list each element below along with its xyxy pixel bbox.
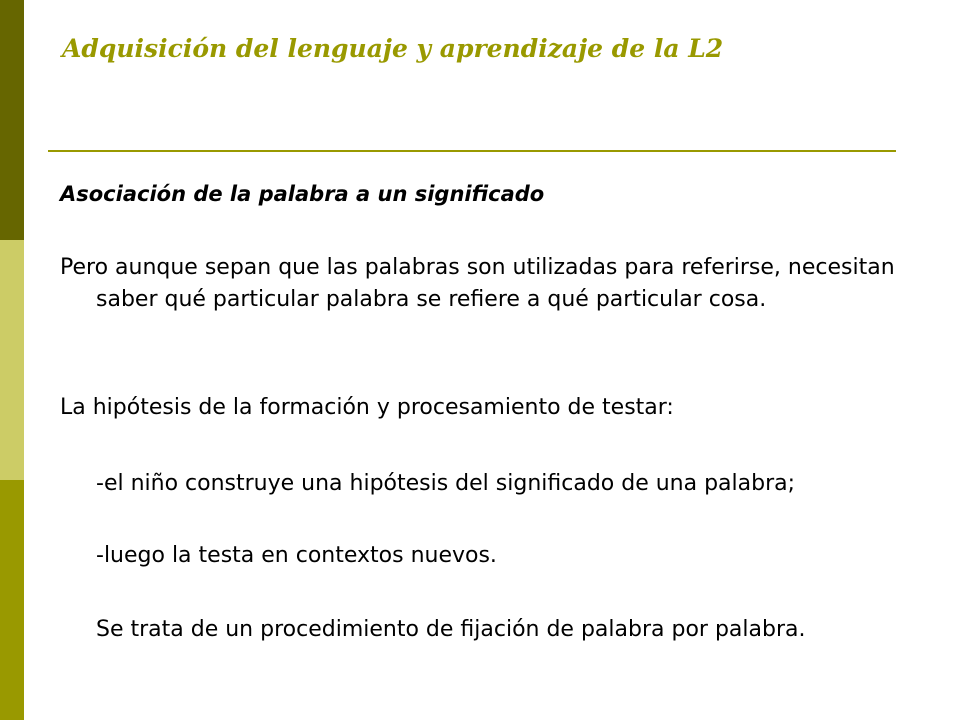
slide-title: Adquisición del lenguaje y aprendizaje de la L2 [62,34,724,63]
left-accent-bar-middle [0,240,24,480]
paragraph-1: Pero aunque sepan que las palabras son utilizadas para referirse, necesitan saber qué particular palabra se refiere a qué particular cosa. [60,255,895,312]
paragraph-2: La hipótesis de la formación y procesamiento de testar: [60,395,674,420]
paragraph-5: Se trata de un procedimiento de fijación de palabra por palabra. [96,617,806,642]
paragraph-3: -el niño construye una hipótesis del significado de una palabra; [96,471,796,496]
left-accent-bar-top [0,0,24,240]
section-heading: Asociación de la palabra a un significado [60,182,545,206]
paragraph-4: -luego la testa en contextos nuevos. [96,543,497,568]
title-divider [48,150,896,152]
left-accent-bar-bottom [0,480,24,720]
